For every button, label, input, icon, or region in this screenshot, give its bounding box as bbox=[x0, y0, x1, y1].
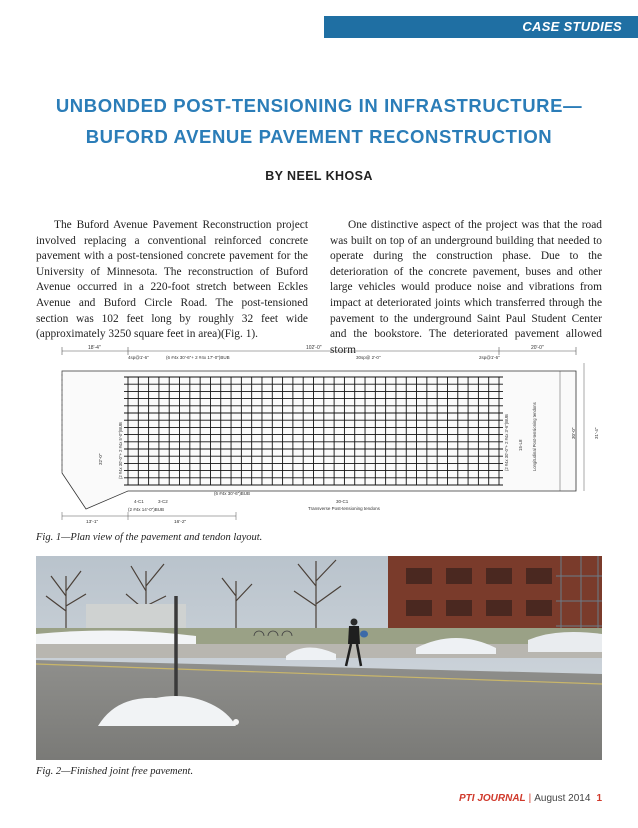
label-16: 16'-2" bbox=[174, 520, 187, 525]
page-number: 1 bbox=[596, 793, 602, 804]
body-column-1 bbox=[36, 218, 308, 343]
figure-2-photo bbox=[36, 556, 602, 760]
article-title bbox=[20, 90, 618, 152]
label-c1: 4-C1 bbox=[134, 499, 144, 504]
footer-separator: | bbox=[528, 793, 532, 804]
dim-right-label: 20'-0" bbox=[531, 345, 544, 351]
paragraph-2: One distinctive aspect of the project was that the road was built on top of an underground building that needed to operate during the construction phase. Due to the deterioration of the concrete pavement, buses and other large vehicles would produce noise and vibrations from impact at deteriorated joints which transferred through the pavement to the underground Saint Paul Student Center and the bookstore. The deteriorated pavement allowed storm bbox=[330, 219, 602, 356]
label-c2: 3-C2 bbox=[158, 499, 168, 504]
section-banner: CASE STUDIES bbox=[324, 16, 638, 38]
issue-date: August 2014 bbox=[534, 793, 591, 804]
dim-mid-label: 102'-0" bbox=[306, 345, 322, 351]
label-bottom-bars: (6 #4x 30'-6")BUB bbox=[214, 491, 250, 496]
figure-2-caption: Fig. 2—Finished joint free pavement. bbox=[36, 766, 194, 777]
title-line-1: UNBONDED POST-TENSIONING IN INFRASTRUCTURE— bbox=[55, 95, 583, 116]
label-transverse: Transverse Post-tensioning tendons bbox=[308, 506, 380, 511]
paragraph-1: The Buford Avenue Pavement Reconstruction project involved replacing a conventional reinforced concrete pavement with a post-tensioned concrete pavement for the University of Minnesota. The reconstruction of Buford Avenue occurred in a 220-foot stretch between Eckles Avenue and Buford Circle Road. The post-tensioned section was 102 feet long by roughly 32 feet wide (approximately 3250 square feet in area)(Fig. 1). bbox=[36, 219, 308, 341]
label-13: 13'-1" bbox=[86, 520, 99, 525]
label-30-right: 30'-0" bbox=[571, 427, 576, 439]
label-31: 31'-4" bbox=[594, 427, 599, 439]
label-30c1: 30-C1 bbox=[336, 499, 349, 504]
label-32: 32'-0" bbox=[98, 453, 103, 465]
journal-name: PTI JOURNAL bbox=[458, 793, 526, 804]
dim-left-label: 18'-4" bbox=[88, 345, 101, 351]
label-top-bars: (6 #4x 30'-6"+ 2 #4x 17'-0")BUB bbox=[166, 355, 230, 360]
byline: BY NEEL KHOSA bbox=[265, 169, 373, 183]
label-15l8: 15-L8 bbox=[518, 439, 523, 451]
label-2sp: 2sp@1'-6" bbox=[479, 355, 500, 360]
body-column-2 bbox=[330, 218, 602, 358]
figure-1-plan-drawing bbox=[36, 343, 602, 525]
page-footer bbox=[459, 793, 602, 804]
label-30sp: 30sp@ 2'-0" bbox=[356, 355, 381, 360]
label-right-bars: (2 #4x 30'-0"+ 2 #4x 3'-6")BUB bbox=[504, 414, 509, 471]
figure-1-caption: Fig. 1—Plan view of the pavement and tendon layout. bbox=[36, 532, 263, 543]
label-longitudinal: Longitudinal Post-tensioning tendons bbox=[532, 402, 537, 471]
title-line-2: BUFORD AVENUE PAVEMENT RECONSTRUCTION bbox=[85, 126, 553, 147]
label-left-extra: (2 #4x 14'-0")BUB bbox=[128, 507, 164, 512]
label-left-bars: (2 #4x 30'-0"+ 2 #4x 5'-0")BUB bbox=[118, 422, 123, 479]
label-4sp: 4sp@1'-6" bbox=[128, 355, 149, 360]
